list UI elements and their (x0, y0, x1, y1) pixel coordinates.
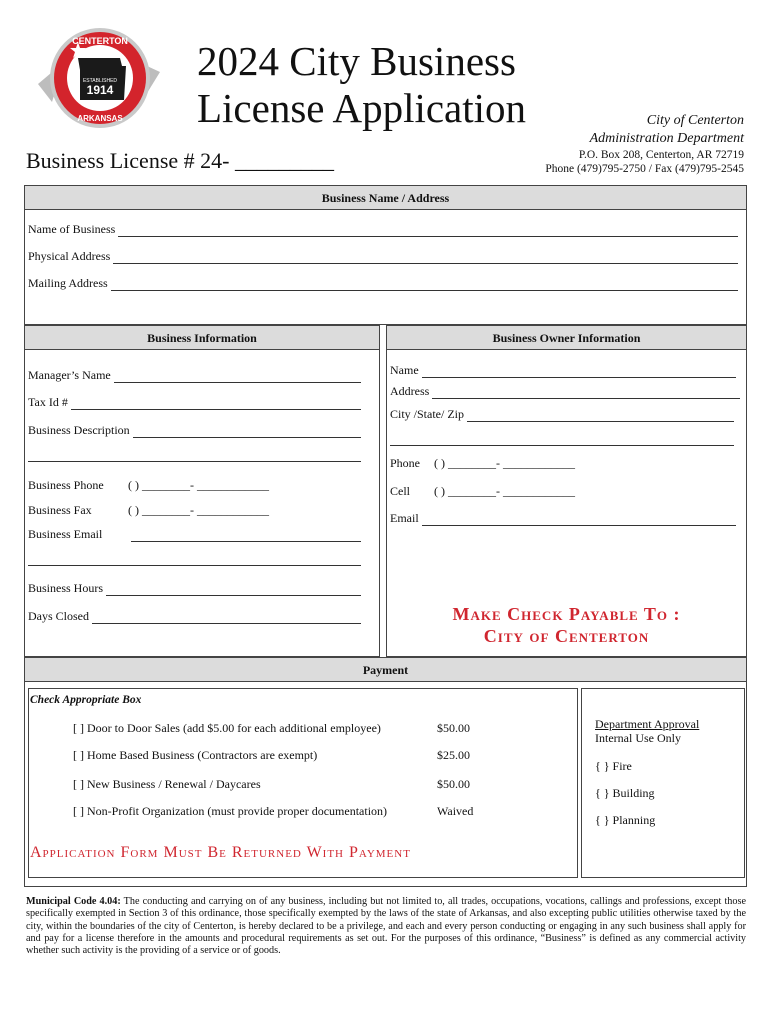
business-phone-field[interactable]: Business Phone ( ) ________- ____________ (28, 478, 269, 492)
municipal-code-text (26, 896, 746, 957)
business-license-number[interactable]: Business License # 24- _________ (26, 148, 334, 173)
svg-text:1914: 1914 (86, 83, 114, 97)
section-heading: Business Information (25, 326, 379, 350)
amount-door-to-door: $50.00 (437, 721, 470, 735)
business-owner-information-section (386, 325, 747, 657)
option-door-to-door[interactable]: [ ] Door to Door Sales (add $5.00 for each additional employee) (73, 721, 381, 735)
business-description-field[interactable]: Business Description (28, 423, 361, 438)
tax-id-field[interactable]: Tax Id # (28, 395, 361, 410)
business-email-field[interactable]: Business Email (28, 527, 361, 542)
managers-name-field[interactable]: Manager’s Name (28, 368, 361, 383)
svg-text:CENTERTON: CENTERTON (72, 36, 128, 46)
amount-new-business: $50.00 (437, 777, 470, 791)
owner-email-field[interactable]: Email (390, 511, 736, 526)
days-closed-field[interactable]: Days Closed (28, 609, 361, 624)
option-home-based[interactable]: [ ] Home Based Business (Contractors are exempt) (73, 748, 318, 762)
business-email-line-2[interactable] (28, 554, 361, 566)
owner-name-field[interactable]: Name (390, 363, 736, 378)
business-information-section (24, 325, 380, 657)
city-address: P.O. Box 208, Centerton, AR 72719 (578, 149, 744, 161)
amount-non-profit: Waived (437, 804, 474, 818)
approval-planning[interactable]: { } Planning (595, 813, 656, 827)
owner-address-line-2[interactable] (390, 434, 734, 446)
amount-home-based: $25.00 (437, 748, 470, 762)
municipal-code-label: Municipal Code 4.04: (26, 896, 121, 907)
mailing-address-field[interactable]: Mailing Address (28, 276, 738, 291)
owner-city-state-zip-field[interactable]: City /State/ Zip (390, 407, 734, 422)
business-fax-field[interactable]: Business Fax ( ) ________- ____________ (28, 503, 269, 517)
city-department (590, 112, 744, 148)
department-approval-label: Department Approval Internal Use Only (595, 717, 700, 745)
owner-phone-field[interactable]: Phone ( ) ________- ____________ (390, 456, 575, 470)
return-with-payment-notice: Application Form Must Be Returned With Payment (30, 844, 411, 861)
department-name: Administration Department (589, 131, 744, 146)
svg-text:ARKANSAS: ARKANSAS (77, 114, 123, 123)
municipal-code-body: The conducting and carrying on of any business, including but not limited to, all trades, occupations, vocations, callings and professions, except those specifically exempted in Section 3 of this ordinance, those specifically exempted by the laws of the state of Arkansas, and also excepting public utilities otherwise taxed by the city, within the boundaries of the city of Centerton, is hereby declared to be a privilege, and each and every person conducting or engaging in any such business shall apply for and pay for a license therefore in the amounts and procedural requirements as set out. For the purposes of this ordinance, “Business” is defined as any commercial activity whether such activity is the providing of a service or of goods. (26, 896, 746, 957)
approval-fire[interactable]: { } Fire (595, 759, 632, 773)
option-non-profit[interactable]: [ ] Non-Profit Organization (must provide proper documentation) (73, 804, 388, 818)
city-contact (545, 148, 744, 176)
page-title: 2024 City Business License Application (197, 38, 527, 131)
city-seal-logo (34, 22, 164, 132)
city-phone-fax: Phone (479)795-2750 / Fax (479)795-2545 (545, 163, 744, 175)
section-heading: Payment (25, 658, 746, 682)
owner-cell-field[interactable]: Cell ( ) ________- ____________ (390, 484, 575, 498)
option-new-business[interactable]: [ ] New Business / Renewal / Daycares (73, 777, 261, 791)
section-heading: Business Owner Information (387, 326, 746, 350)
city-name: City of Centerton (646, 113, 744, 128)
svg-text:ESTABLISHED: ESTABLISHED (82, 78, 118, 84)
business-hours-field[interactable]: Business Hours (28, 581, 361, 596)
physical-address-field[interactable]: Physical Address (28, 249, 738, 264)
approval-building[interactable]: { } Building (595, 786, 655, 800)
business-name-address-section (24, 185, 747, 325)
section-heading: Business Name / Address (25, 186, 746, 210)
check-appropriate-box-label: Check Appropriate Box (30, 694, 142, 706)
payment-section (24, 657, 747, 887)
business-description-line-2[interactable] (28, 450, 361, 462)
owner-address-field[interactable]: Address (390, 384, 740, 399)
make-check-payable-notice: Make Check Payable To : City of Centerton (452, 604, 681, 646)
name-of-business-field[interactable]: Name of Business (28, 222, 738, 237)
